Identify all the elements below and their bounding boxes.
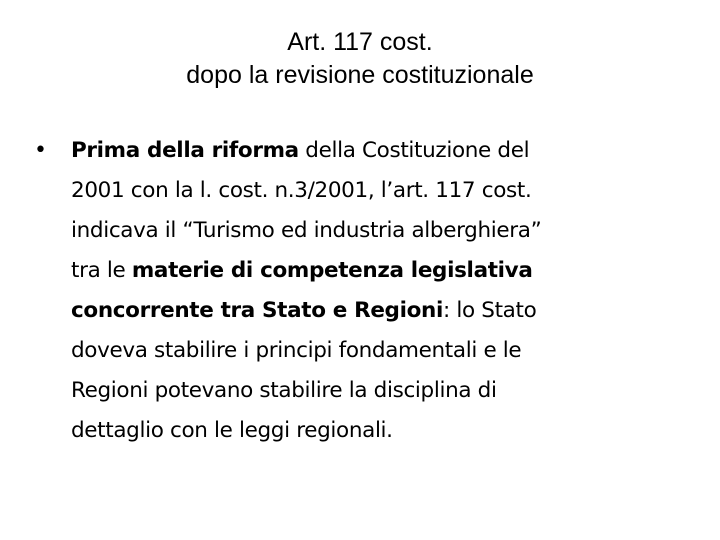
text-span: della Costituzione del	[298, 138, 530, 163]
text-span: dettaglio con le leggi regionali.	[71, 418, 393, 443]
bullet-line-6	[71, 331, 684, 371]
bullet-line-2	[71, 171, 684, 211]
bold-prima-della-riforma: Prima della riforma	[71, 138, 299, 163]
text-span: doveva stabilire i principi fondamentali e le	[71, 338, 522, 363]
text-span: 2001 con la l. cost. n.3/2001, l’art. 117 cost.	[71, 178, 532, 203]
bullet-line-7	[71, 371, 684, 411]
bold-concorrente: concorrente tra Stato e Regioni	[71, 298, 444, 323]
bullet-line-5	[71, 291, 684, 331]
bullet-marker: •	[34, 138, 47, 163]
text-span: Regioni potevano stabilire la disciplina di	[71, 378, 497, 403]
bullet-line-3	[71, 211, 684, 251]
text-span: : lo Stato	[443, 298, 537, 323]
text-span: indicava il “Turismo ed industria alberghiera”	[71, 218, 542, 243]
slide-title	[40, 26, 680, 92]
bullet-line-8	[71, 411, 684, 451]
bullet-line-1	[71, 131, 684, 171]
bold-materie-di-competenza: materie di competenza legislativa	[131, 258, 533, 283]
bullet-list	[34, 131, 684, 451]
title-line-2: dopo la revisione costituzionale	[186, 61, 534, 89]
bullet-line-4	[71, 251, 684, 291]
title-line-1	[40, 26, 680, 59]
text-span: tra le	[71, 258, 132, 283]
title-article: Art. 117 cost	[287, 28, 426, 56]
bullet-text	[71, 131, 684, 451]
bullet-item	[34, 131, 684, 451]
title-period: .	[425, 28, 433, 56]
